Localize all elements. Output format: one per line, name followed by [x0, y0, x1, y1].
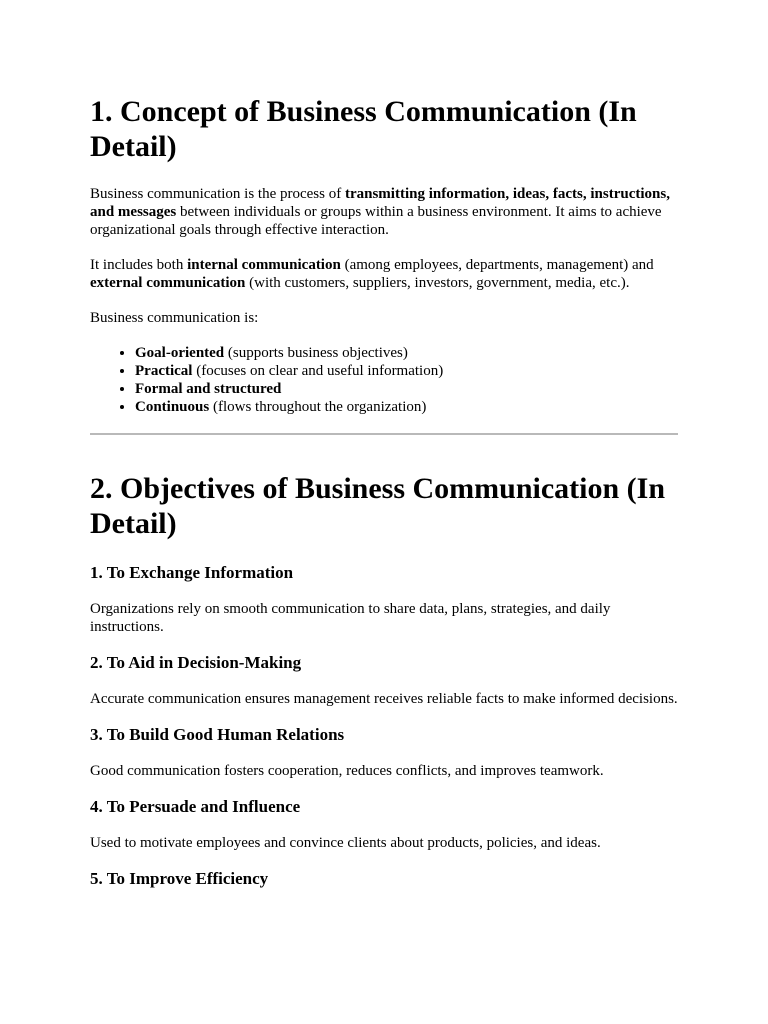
- includes-text-3: (with customers, suppliers, investors, government, media, etc.).: [245, 275, 630, 291]
- intro-text-start: Business communication is the process of: [90, 186, 345, 202]
- objective-heading: 3. To Build Good Human Relations: [90, 725, 345, 744]
- internal-communication-term: internal communication: [187, 257, 341, 273]
- intro-text-end: between individuals or groups within a business environment. It aims to achieve organizational goals through effective interaction.: [90, 204, 662, 238]
- list-item-detail: (focuses on clear and useful information): [192, 363, 444, 379]
- list-item-term: Goal-oriented: [135, 345, 225, 361]
- objective-heading: 4. To Persuade and Influence: [90, 797, 301, 816]
- section-1-heading: 1. Concept of Business Communication (In Detail): [90, 95, 637, 163]
- concept-intro-paragraph: [90, 185, 678, 239]
- objective-description: Accurate communication ensures management receives reliable facts to make informed decisions.: [90, 691, 678, 707]
- concept-includes-paragraph: [90, 256, 678, 292]
- list-item-term: Formal and structured: [135, 381, 282, 397]
- characteristics-label: Business communication is:: [90, 310, 259, 326]
- objective-heading: 1. To Exchange Information: [90, 563, 294, 582]
- list-item: [135, 344, 678, 362]
- list-item: [135, 380, 678, 398]
- section-2-heading: 2. Objectives of Business Communication (In Detail): [90, 472, 666, 540]
- characteristics-list: [90, 344, 678, 416]
- external-communication-term: external communication: [90, 275, 246, 291]
- objective-description: Organizations rely on smooth communication to share data, plans, strategies, and daily instructions.: [90, 601, 611, 635]
- objective-description: Good communication fosters cooperation, reduces conflicts, and improves teamwork.: [90, 763, 604, 779]
- list-item: [135, 362, 678, 380]
- section-divider: [90, 433, 678, 435]
- list-item: [135, 398, 678, 416]
- list-item-term: Practical: [135, 363, 193, 379]
- includes-text-2: (among employees, departments, management) and: [340, 257, 654, 273]
- objective-heading: 5. To Improve Efficiency: [90, 869, 269, 888]
- objective-description: Used to motivate employees and convince clients about products, policies, and ideas.: [90, 835, 601, 851]
- list-item-detail: (flows throughout the organization): [209, 399, 427, 415]
- objective-heading: 2. To Aid in Decision-Making: [90, 653, 302, 672]
- list-item-term: Continuous: [135, 399, 210, 415]
- intro-bold-phrase: transmitting information, ideas, facts, instructions, and messages: [90, 186, 670, 220]
- includes-text-1: It includes both: [90, 257, 188, 273]
- list-item-detail: (supports business objectives): [224, 345, 408, 361]
